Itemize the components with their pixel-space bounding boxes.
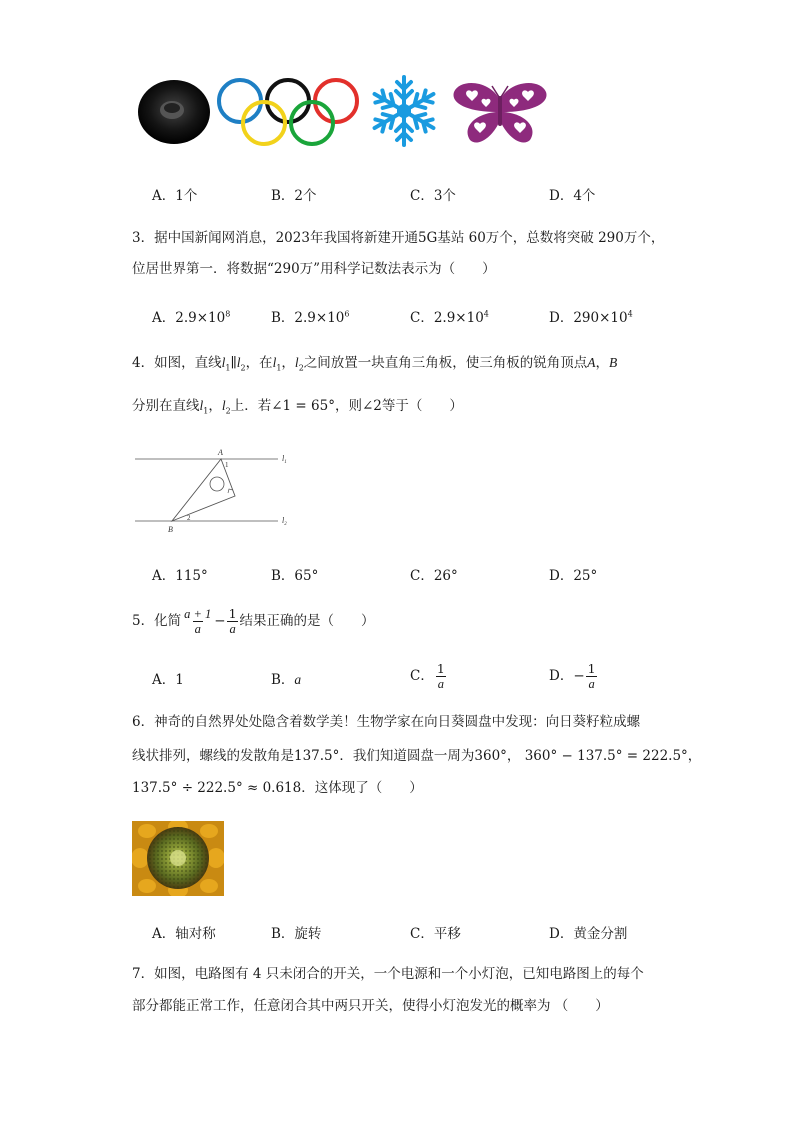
q6-stem-line2: 线状排列，螺线的发散角是137.5°．我们知道圆盘一周为360°， 360° − 137.5° = 222.5°， [132,748,702,764]
q3-option-c: C．$2.9\times 10^4$ [410,309,489,326]
q7-stem-line2: 部分都能正常工作，任意闭合其中两只开关，使得小灯泡发光的概率为 （ ） [132,998,609,1014]
q4-label-b: B [168,525,173,534]
q2-option-a: A．1个 [152,188,198,204]
butterfly-image [450,80,550,146]
q3-option-b: B．$2.9\times 10^6$ [271,309,350,326]
q2-option-c: C．3个 [410,188,456,204]
q4-option-b: B．65° [271,568,319,584]
q4-label-angle1: 1 [225,461,229,469]
q6-stem-line3: 137.5° ÷ 222.5° ≈ 0.618．这体现了（ ） [132,780,423,796]
q4-option-c: C．26° [410,568,458,584]
olympic-rings-image [214,76,364,148]
q5-fraction-1: $\frac{a + 1}{a}$ [184,607,212,636]
q4-label-angle2: 2 [187,514,191,522]
q6-option-c: C．平移 [410,926,461,942]
q5-option-a: A．1 [152,672,184,688]
q4-triangle-figure [130,444,300,536]
donut-image [136,74,212,146]
q4-label-l1: $l_1$ [282,454,287,465]
q3-option-a: A．$2.9\times 10^8$ [152,309,231,326]
q4-label-l2: $l_2$ [282,516,287,527]
sunflower-image [132,821,224,896]
q3-stem-line1: 3．据中国新闻网消息，2023年我国将新建开通5G基站 60万个，总数将突破 290万个， [132,230,665,246]
q6-option-d: D．黄金分割 [549,926,628,942]
q5-option-c: C． $\frac{1}{a}$ [410,661,445,691]
q7-stem-line1: 7．如图，电路图有 4 只未闭合的开关，一个电源和一个小灯泡，已知电路图上的每个 [132,966,644,982]
q4-option-a: A．115° [152,568,208,584]
snowflake-image [368,72,440,150]
q5-fraction-2: $\frac{1}{a}$ [228,606,237,636]
q3-option-d: D．$290\times 10^4$ [549,309,633,326]
q3-stem-line2: 位居世界第一．将数据“290万”用科学记数法表示为（ ） [132,261,496,277]
q2-option-d: D．4个 [549,188,596,204]
q4-option-d: D．25° [549,568,598,584]
q2-option-b: B．2个 [271,188,317,204]
q6-option-b: B．旋转 [271,926,322,942]
q5-option-d: D．− $\frac{1}{a}$ [549,661,596,691]
q4-stem-line1: 4．如图，直线$l_1\parallel l_2$，在$l_1$，$l_2$之间放置一块直角三角板，使三角板的锐角顶点A，B [132,355,618,373]
q5-stem: 5．化简 $\frac{a + 1}{a}$ − $\frac{1}{a}$ 结果正确的是（ ） [132,606,375,636]
q6-stem-line1: 6．神奇的自然界处处隐含着数学美！生物学家在向日葵圆盘中发现：向日葵籽粒成螺 [132,714,641,730]
q6-option-a: A．轴对称 [152,926,216,942]
q4-label-a: A [218,448,223,457]
q5-option-b: B．a [271,672,302,688]
q4-stem-line2: 分别在直线$l_1$，$l_2$上．若∠1 = 65°，则∠2等于（ ） [132,398,463,416]
